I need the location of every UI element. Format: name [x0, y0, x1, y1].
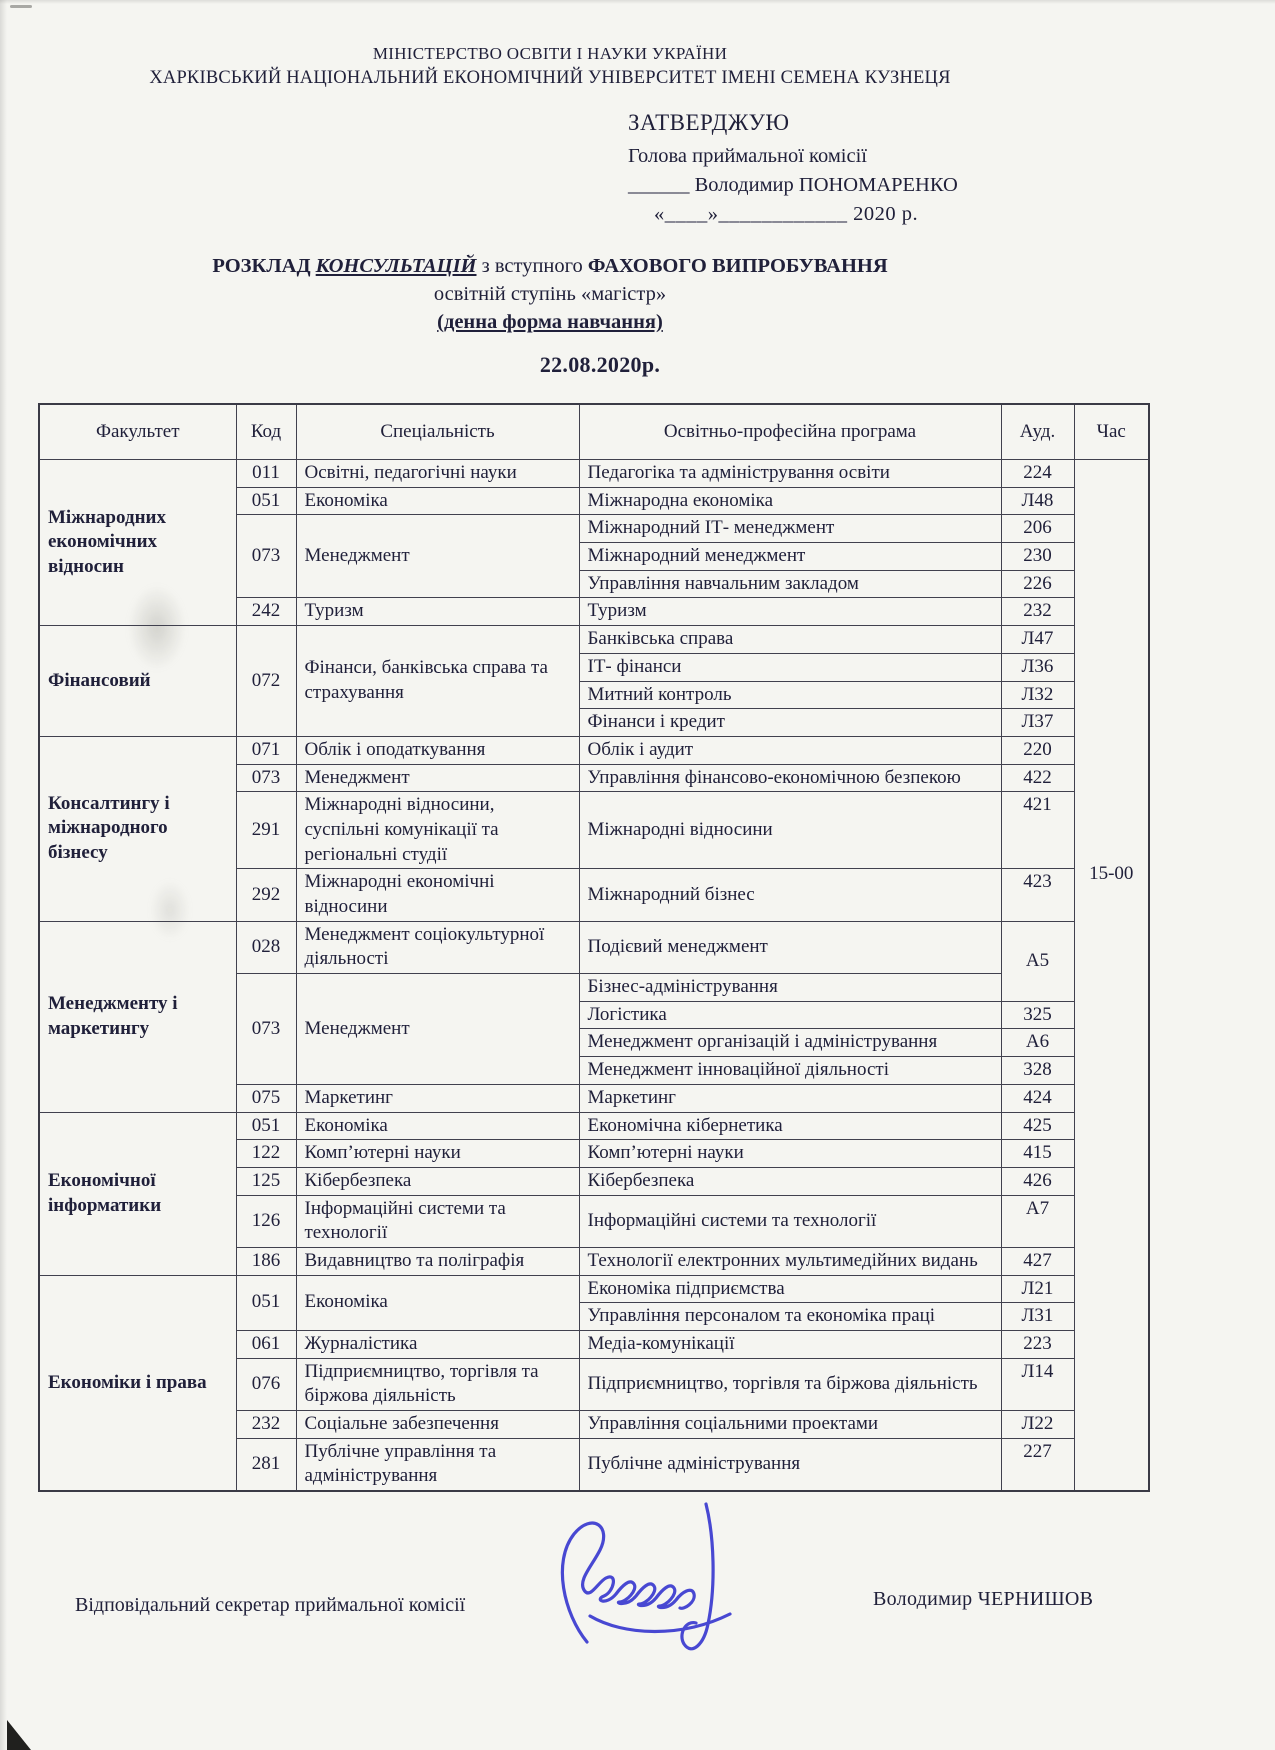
table-row [39, 626, 1149, 654]
schedule-table-head-row [39, 404, 1149, 460]
program-cell: Технології електронних мультимедійних видань [579, 1247, 1001, 1275]
approval-signer-name: Володимир ПОНОМАРЕНКО [694, 174, 958, 196]
specialty-cell: Підприємництво, торгівля та біржова діяльність [296, 1358, 579, 1410]
program-cell: Менеджмент організацій і адміністрування [579, 1029, 1001, 1057]
aud-cell: 424 [1001, 1084, 1074, 1112]
code-cell: 291 [236, 792, 296, 869]
scan-edge-artifact [0, 0, 1275, 4]
program-cell: Управління фінансово-економічною безпекою [579, 764, 1001, 792]
consultation-schedule-table [38, 403, 1150, 1492]
aud-cell: 325 [1001, 1001, 1074, 1029]
specialty-cell: Менеджмент [296, 974, 579, 1085]
specialty-cell: Комп’ютерні науки [296, 1140, 579, 1168]
program-cell: Міжнародний менеджмент [579, 543, 1001, 571]
code-cell: 051 [236, 487, 296, 515]
aud-cell: А5 [1001, 921, 1074, 1001]
approval-date-line: «____»____________ 2020 р. [654, 203, 919, 225]
aud-cell: 226 [1001, 570, 1074, 598]
aud-cell: 426 [1001, 1167, 1074, 1195]
code-cell: 122 [236, 1140, 296, 1168]
program-cell: Економічна кібернетика [579, 1112, 1001, 1140]
specialty-cell: Соціальне забезпечення [296, 1411, 579, 1439]
program-cell: Управління персоналом та економіка праці [579, 1303, 1001, 1331]
specialty-cell: Журналістика [296, 1331, 579, 1359]
code-cell: 232 [236, 1411, 296, 1439]
code-cell: 061 [236, 1331, 296, 1359]
faculty-cell: Фінансовий [39, 626, 236, 737]
aud-cell: Л31 [1001, 1303, 1074, 1331]
aud-cell: Л47 [1001, 626, 1074, 654]
code-cell: 281 [236, 1438, 296, 1491]
aud-cell: 206 [1001, 515, 1074, 543]
aud-cell: 423 [1001, 869, 1074, 921]
aud-cell: 422 [1001, 764, 1074, 792]
specialty-cell: Туризм [296, 598, 579, 626]
aud-cell: 230 [1001, 543, 1074, 571]
program-cell: Публічне адміністрування [579, 1438, 1001, 1491]
document-title [0, 252, 1100, 336]
faculty-cell: Менеджменту і маркетингу [39, 921, 236, 1112]
program-cell: Облік і аудит [579, 736, 1001, 764]
title-study-form-line: (денна форма навчання) [437, 311, 663, 333]
faculty-cell: Консалтингу і міжнародного бізнесу [39, 736, 236, 921]
aud-cell: А7 [1001, 1195, 1074, 1247]
program-cell: ІТ- фінанси [579, 653, 1001, 681]
code-cell: 075 [236, 1084, 296, 1112]
code-cell: 242 [236, 598, 296, 626]
code-cell: 292 [236, 869, 296, 921]
aud-cell: 415 [1001, 1140, 1074, 1168]
university-line: ХАРКІВСЬКИЙ НАЦІОНАЛЬНИЙ ЕКОНОМІЧНИЙ УНІВЕРСИТЕТ ІМЕНІ СЕМЕНА КУЗНЕЦЯ [149, 68, 951, 88]
program-cell: Управління навчальним закладом [579, 570, 1001, 598]
title-line-1 [0, 252, 1100, 280]
column-header-4: Освітньо-професійна програма [579, 404, 1001, 460]
aud-cell: Л14 [1001, 1358, 1074, 1410]
code-cell: 126 [236, 1195, 296, 1247]
program-cell: Подієвий менеджмент [579, 921, 1001, 973]
title-degree-line: освітній ступінь «магістр» [433, 283, 667, 305]
column-header-6: Час [1074, 404, 1149, 460]
aud-cell: Л37 [1001, 709, 1074, 737]
code-cell: 073 [236, 764, 296, 792]
title-exam-words: ФАХОВОГО ВИПРОБУВАННЯ [587, 255, 888, 277]
table-row [39, 1275, 1149, 1303]
program-cell: Міжнародна економіка [579, 487, 1001, 515]
program-cell: Туризм [579, 598, 1001, 626]
specialty-cell: Менеджмент соціокультурної діяльності [296, 921, 579, 973]
code-cell: 076 [236, 1358, 296, 1410]
document-header [0, 42, 1100, 90]
program-cell: Медіа-комунікації [579, 1331, 1001, 1359]
secretary-label: Відповідальний секретар приймальної комісії [75, 1594, 466, 1616]
code-cell: 186 [236, 1247, 296, 1275]
code-cell: 028 [236, 921, 296, 973]
column-header-1: Факультет [39, 404, 236, 460]
aud-cell: Л48 [1001, 487, 1074, 515]
exam-date: 22.08.2020р. [539, 352, 661, 377]
aud-cell: Л21 [1001, 1275, 1074, 1303]
program-cell: Митний контроль [579, 681, 1001, 709]
table-row [39, 736, 1149, 764]
faculty-cell: Міжнародних економічних відносин [39, 460, 236, 626]
specialty-cell: Менеджмент [296, 515, 579, 598]
specialty-cell: Менеджмент [296, 764, 579, 792]
code-cell: 073 [236, 515, 296, 598]
aud-cell: 220 [1001, 736, 1074, 764]
schedule-table-body [39, 460, 1149, 1492]
aud-cell: 425 [1001, 1112, 1074, 1140]
program-cell: Банківська справа [579, 626, 1001, 654]
title-consultations-word: КОНСУЛЬТАЦІЙ [315, 255, 477, 277]
aud-cell: Л32 [1001, 681, 1074, 709]
aud-cell: 328 [1001, 1057, 1074, 1085]
scan-mark-artifact [10, 5, 32, 8]
specialty-cell: Економіка [296, 487, 579, 515]
code-cell: 051 [236, 1275, 296, 1330]
program-cell: Педагогіка та адміністрування освіти [579, 460, 1001, 488]
secretary-name: Володимир ЧЕРНИШОВ [873, 1588, 1094, 1610]
program-cell: Логістика [579, 1001, 1001, 1029]
table-row [39, 1112, 1149, 1140]
specialty-cell: Маркетинг [296, 1084, 579, 1112]
handwritten-signature [532, 1492, 772, 1667]
specialty-cell: Міжнародні відносини, суспільні комунікації та регіональні студії [296, 792, 579, 869]
code-cell: 073 [236, 974, 296, 1085]
table-row [39, 460, 1149, 488]
faculty-cell: Економіки і права [39, 1275, 236, 1491]
specialty-cell: Освітні, педагогічні науки [296, 460, 579, 488]
program-cell: Міжнародний ІТ- менеджмент [579, 515, 1001, 543]
program-cell: Маркетинг [579, 1084, 1001, 1112]
faculty-cell: Економічної інформатики [39, 1112, 236, 1275]
code-cell: 011 [236, 460, 296, 488]
time-cell [1074, 460, 1149, 1492]
specialty-cell: Кібербезпека [296, 1167, 579, 1195]
signature-blank-line: ______ [628, 174, 690, 196]
aud-cell: 227 [1001, 1438, 1074, 1491]
specialty-cell: Економіка [296, 1112, 579, 1140]
column-header-3: Спеціальність [296, 404, 579, 460]
program-cell: Бізнес-адміністрування [579, 974, 1001, 1002]
title-schedule-word: РОЗКЛАД [212, 255, 311, 277]
specialty-cell: Видавництво та поліграфія [296, 1247, 579, 1275]
time-value: 15-00 [1089, 862, 1134, 884]
specialty-cell: Публічне управління та адміністрування [296, 1438, 579, 1491]
program-cell: Інформаційні системи та технології [579, 1195, 1001, 1247]
scan-corner-artifact [7, 1720, 31, 1750]
specialty-cell: Фінанси, банківська справа та страхування [296, 626, 579, 737]
program-cell: Кібербезпека [579, 1167, 1001, 1195]
ministry-line: МІНІСТЕРСТВО ОСВІТИ І НАУКИ УКРАЇНИ [372, 44, 728, 63]
program-cell: Економіка підприємства [579, 1275, 1001, 1303]
specialty-cell: Економіка [296, 1275, 579, 1330]
program-cell: Підприємництво, торгівля та біржова діяльність [579, 1358, 1001, 1410]
specialty-cell: Інформаційні системи та технології [296, 1195, 579, 1247]
aud-cell: 232 [1001, 598, 1074, 626]
approval-block [628, 110, 958, 230]
column-header-5: Ауд. [1001, 404, 1074, 460]
code-cell: 072 [236, 626, 296, 737]
approval-word: ЗАТВЕРДЖУЮ [628, 110, 790, 135]
code-cell: 071 [236, 736, 296, 764]
approval-signer-line [628, 172, 958, 198]
approval-role: Голова приймальної комісії [628, 145, 867, 167]
aud-cell: А6 [1001, 1029, 1074, 1057]
aud-cell: Л22 [1001, 1411, 1074, 1439]
specialty-cell: Міжнародні економічні відносини [296, 869, 579, 921]
code-cell: 125 [236, 1167, 296, 1195]
program-cell: Міжнародні відносини [579, 792, 1001, 869]
program-cell: Комп’ютерні науки [579, 1140, 1001, 1168]
aud-cell: 421 [1001, 792, 1074, 869]
aud-cell: 223 [1001, 1331, 1074, 1359]
program-cell: Менеджмент інноваційної діяльності [579, 1057, 1001, 1085]
program-cell: Управління соціальними проектами [579, 1411, 1001, 1439]
code-cell: 051 [236, 1112, 296, 1140]
aud-cell: 427 [1001, 1247, 1074, 1275]
program-cell: Міжнародний бізнес [579, 869, 1001, 921]
specialty-cell: Облік і оподаткування [296, 736, 579, 764]
column-header-2: Код [236, 404, 296, 460]
aud-cell: 224 [1001, 460, 1074, 488]
aud-cell: Л36 [1001, 653, 1074, 681]
table-row [39, 921, 1149, 973]
program-cell: Фінанси і кредит [579, 709, 1001, 737]
title-of-entrance-words: з вступного [481, 255, 583, 277]
